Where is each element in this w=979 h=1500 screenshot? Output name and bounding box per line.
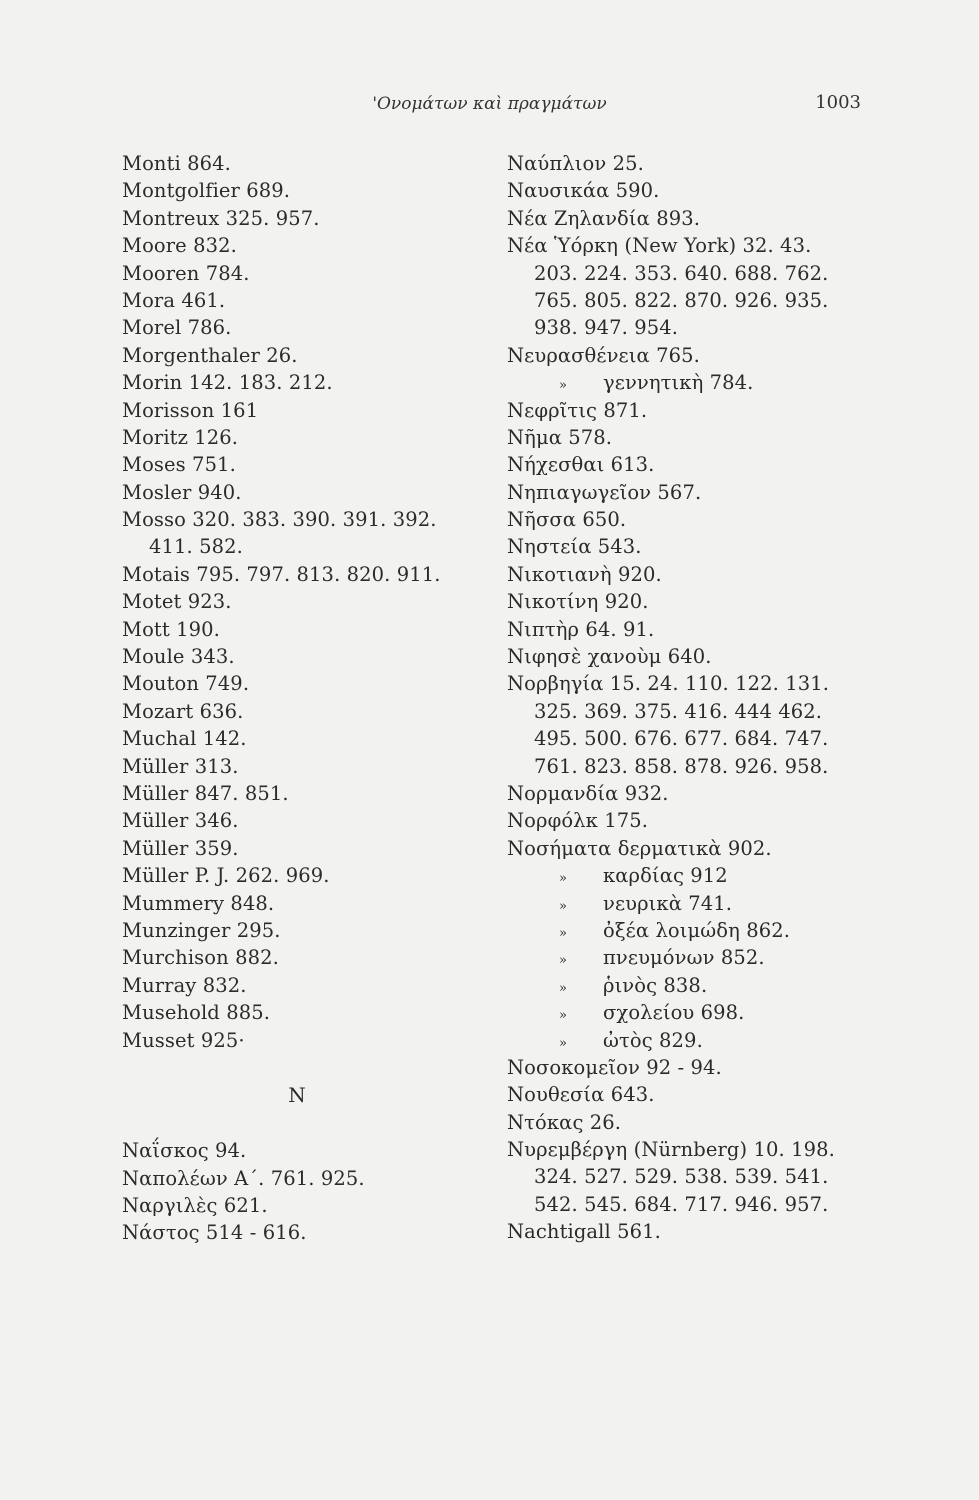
index-column-left xyxy=(122,150,492,1247)
index-entry: Νῆσσα 650. xyxy=(507,508,627,532)
index-column-right xyxy=(507,150,887,1246)
subentry-text: νευρικὰ 741. xyxy=(603,891,733,915)
index-entry: Νέα Ὑόρκη (New York) 32. 43. xyxy=(507,234,812,258)
section-letter: N xyxy=(288,1082,306,1107)
index-subentry xyxy=(507,890,887,917)
index-entry-continuation: 542. 545. 684. 717. 946. 957. xyxy=(534,1192,829,1216)
index-entry: Morin 142. 183. 212. xyxy=(122,371,333,395)
ditto-mark: » xyxy=(559,1008,568,1024)
index-entry: Nachtigall 561. xyxy=(507,1220,661,1244)
index-entry: Νήχεσθαι 613. xyxy=(507,453,655,477)
index-entry: Mora 461. xyxy=(122,288,226,312)
subentry-text: πνευμόνων 852. xyxy=(603,946,765,970)
index-entry: Νηστεία 543. xyxy=(507,535,642,559)
index-entry: Mooren 784. xyxy=(122,261,250,285)
index-entry: Montgolfier 689. xyxy=(122,179,291,203)
index-entry: Moore 832. xyxy=(122,234,237,258)
index-entry-continuation: 411. 582. xyxy=(149,535,243,559)
index-entry: Müller 346. xyxy=(122,809,239,833)
index-entry: Müller 847. 851. xyxy=(122,781,289,805)
index-entry: Mozart 636. xyxy=(122,699,244,723)
index-entry: Ναπολέων Α΄. 761. 925. xyxy=(122,1166,365,1190)
page-number: 1003 xyxy=(815,92,861,113)
index-entry: Musset 925· xyxy=(122,1028,245,1052)
index-entry: Νορμανδία 932. xyxy=(507,781,669,805)
subentry-text: γεννητικὴ 784. xyxy=(603,371,754,395)
index-entry: Mouton 749. xyxy=(122,672,250,696)
index-entry: Müller 359. xyxy=(122,836,239,860)
index-entry: Νηπιαγωγεῖον 567. xyxy=(507,480,702,504)
index-subentry xyxy=(507,369,887,396)
index-entry-continuation: 203. 224. 353. 640. 688. 762. xyxy=(534,261,829,285)
subentry-text: ὀξέα λοιμώδη 862. xyxy=(603,918,791,942)
index-subentry xyxy=(507,862,887,889)
index-subentry xyxy=(507,944,887,971)
ditto-mark: » xyxy=(559,378,568,394)
index-entry: Montreux 325. 957. xyxy=(122,206,320,230)
index-entry-continuation: 761. 823. 858. 878. 926. 958. xyxy=(534,754,829,778)
index-entry: Νυρεμβέργη (Nürnberg) 10. 198. xyxy=(507,1138,835,1162)
index-entry: Ναΐσκος 94. xyxy=(122,1139,247,1163)
index-entry: Νικοτίνη 920. xyxy=(507,590,649,614)
index-entry: Muchal 142. xyxy=(122,727,247,751)
index-subentry xyxy=(507,1027,887,1054)
index-entry: Motet 923. xyxy=(122,590,232,614)
index-entry: Νοσήματα δερματικὰ 902. xyxy=(507,836,772,860)
index-entry: Νουθεσία 643. xyxy=(507,1083,655,1107)
index-entry: Morgenthaler 26. xyxy=(122,343,298,367)
index-entry: Musehold 885. xyxy=(122,1001,271,1025)
index-entry: Motais 795. 797. 813. 820. 911. xyxy=(122,562,441,586)
ditto-mark: » xyxy=(559,925,568,941)
index-subentry xyxy=(507,972,887,999)
index-entry: Ναργιλὲς 621. xyxy=(122,1194,268,1218)
index-entry: Νεφρῖτις 871. xyxy=(507,398,648,422)
ditto-mark: » xyxy=(559,1035,568,1051)
index-entry: Ναύπλιον 25. xyxy=(507,152,644,175)
subentry-text: ῥινὸς 838. xyxy=(603,973,708,997)
index-entry: Νευρασθένεια 765. xyxy=(507,343,700,367)
index-entry: Νορβηγία 15. 24. 110. 122. 131. xyxy=(507,672,830,696)
ditto-mark: » xyxy=(559,980,568,996)
index-entry: Νικοτιανὴ 920. xyxy=(507,562,662,586)
index-entry: Mott 190. xyxy=(122,617,220,641)
index-entry: Νιπτὴρ 64. 91. xyxy=(507,617,655,641)
index-entry: Νῆμα 578. xyxy=(507,425,613,449)
index-entry: Νιφησὲ χανοὺμ 640. xyxy=(507,645,712,669)
index-entry: Morisson 161 xyxy=(122,398,259,422)
index-subentry xyxy=(507,917,887,944)
index-entry: Νέα Ζηλανδία 893. xyxy=(507,206,701,230)
index-entry: Moses 751. xyxy=(122,453,236,477)
subentry-text: καρδίας 912 xyxy=(603,864,728,888)
index-entry-continuation: 324. 527. 529. 538. 539. 541. xyxy=(534,1165,829,1189)
index-entry-continuation: 325. 369. 375. 416. 444 462. xyxy=(534,699,823,723)
index-entry: Ναυσικάα 590. xyxy=(507,179,660,203)
index-entry-continuation: 765. 805. 822. 870. 926. 935. xyxy=(534,288,829,312)
ditto-mark: » xyxy=(559,898,568,914)
subentry-text: ὠτὸς 829. xyxy=(603,1028,703,1052)
index-entry: Mosler 940. xyxy=(122,480,242,504)
index-entry: Νορφόλκ 175. xyxy=(507,809,649,833)
index-entry: Morel 786. xyxy=(122,316,232,340)
index-entry-continuation: 938. 947. 954. xyxy=(534,316,679,340)
index-entry: Moritz 126. xyxy=(122,425,239,449)
index-subentry xyxy=(507,999,887,1026)
index-entry: Murchison 882. xyxy=(122,946,279,970)
index-entry: Müller 313. xyxy=(122,754,239,778)
index-entry: Moule 343. xyxy=(122,645,235,669)
ditto-mark: » xyxy=(559,953,568,969)
index-entry: Müller P. J. 262. 969. xyxy=(122,864,330,888)
subentry-text: σχολείου 698. xyxy=(603,1001,745,1025)
index-entry: Νοσοκομεῖον 92 - 94. xyxy=(507,1055,722,1079)
index-entry: Munzinger 295. xyxy=(122,918,281,942)
index-entry: Mummery 848. xyxy=(122,891,275,915)
index-entry-continuation: 495. 500. 676. 677. 684. 747. xyxy=(534,727,829,751)
index-entry: Ντόκας 26. xyxy=(507,1110,622,1134)
index-entry: Mosso 320. 383. 390. 391. 392. xyxy=(122,508,437,532)
ditto-mark: » xyxy=(559,871,568,887)
index-entry: Murray 832. xyxy=(122,973,247,997)
index-entry: Νάστος 514 - 616. xyxy=(122,1221,307,1245)
index-entry: Monti 864. xyxy=(122,152,231,175)
running-header: 'Ονομάτων καὶ πραγμάτων xyxy=(372,94,607,114)
